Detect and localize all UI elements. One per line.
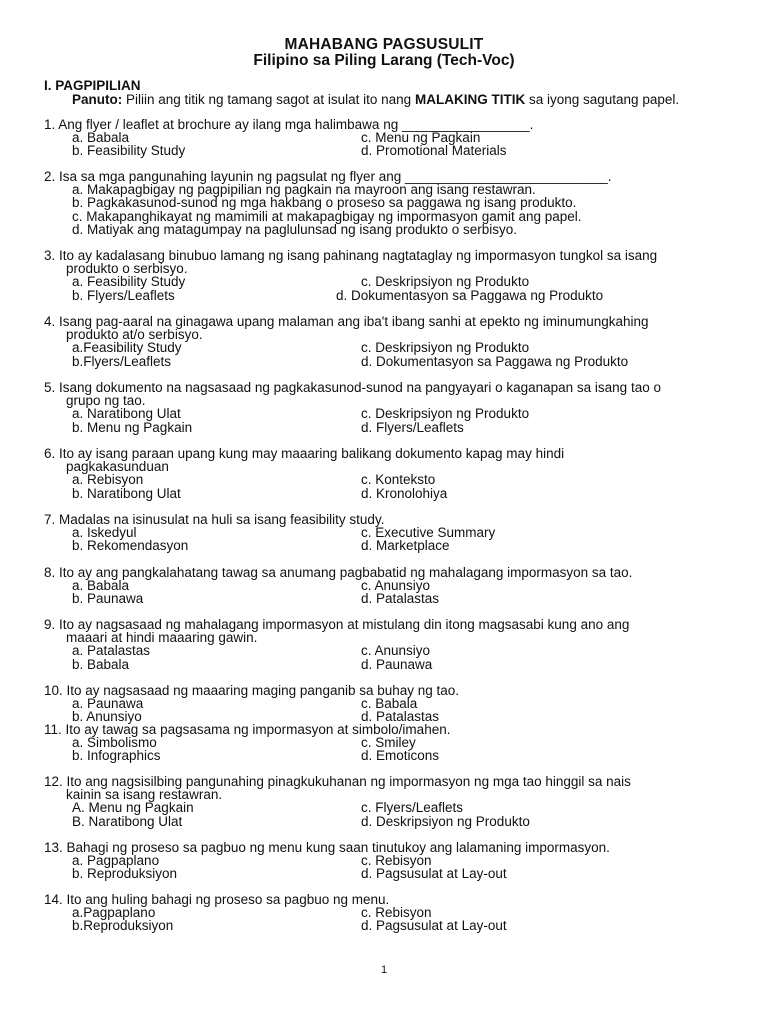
question-9-stem: 9. Ito ay nagsasaad ng mahalagang impormasyon at mistulang din itong magsasabi kung ano ang <box>44 617 630 632</box>
question-3-choice: a. Feasibility Study <box>72 274 186 290</box>
question-5-choice: d. Flyers/Leaflets <box>361 419 464 435</box>
question-7-choice: a. Iskedyul <box>72 525 137 541</box>
question-12-stem: kainin sa isang restawran. <box>66 787 223 803</box>
question-7-stem: 7. Madalas na isinusulat na huli sa isang feasibility study. <box>44 512 385 527</box>
question-7-choice: c. Executive Summary <box>361 525 496 541</box>
question-8-choice: c. Anunsiyo <box>361 578 431 594</box>
document-title: MAHABANG PAGSUSULIT <box>284 36 484 53</box>
question-6-choice: c. Konteksto <box>361 472 436 488</box>
question-7-choice: b. Rekomendasyon <box>72 538 189 554</box>
question-8-stem: 8. Ito ay ang pangkalahatang tawag sa anumang pagbabatid ng mahalagang impormasyon sa tao. <box>44 565 633 580</box>
question-13-choice: d. Pagsusulat at Lay-out <box>361 866 507 882</box>
question-2-stem: 2. Isa sa mga pangunahing layunin ng pagsulat ng flyer ang ___________________________. <box>44 169 612 184</box>
question-4-choice: c. Deskripsiyon ng Produkto <box>361 340 530 356</box>
question-12-choice: d. Deskripsiyon ng Produkto <box>361 813 530 829</box>
instruction-label: Panuto: <box>72 92 123 107</box>
question-2-choice: d. Matiyak ang matagumpay na paglulunsad ng isang produkto o serbisyo. <box>72 221 518 237</box>
question-8-choice: d. Patalastas <box>361 591 440 607</box>
question-7-choice: d. Marketplace <box>361 538 450 554</box>
question-8-choice: b. Paunawa <box>72 591 144 607</box>
question-5-choice: a. Naratibong Ulat <box>72 406 181 422</box>
question-5-choice: b. Menu ng Pagkain <box>72 419 193 435</box>
question-10-choice: c. Babala <box>361 696 418 712</box>
question-10-stem: 10. Ito ay nagsasaad ng maaaring maging panganib sa buhay ng tao. <box>44 683 460 698</box>
instruction-emphasis: MALAKING TITIK <box>414 92 526 107</box>
document-subtitle: Filipino sa Piling Larang (Tech-Voc) <box>253 52 515 69</box>
question-12-stem: 12. Ito ang nagsisilbing pangunahing pinagkukuhanan ng impormasyon ng mga tao hinggil sa nais <box>44 774 631 789</box>
question-13-choice: a. Pagpaplano <box>72 853 160 869</box>
question-6-stem: pagkakasunduan <box>66 459 169 475</box>
question-14-choice: d. Pagsusulat at Lay-out <box>361 918 507 934</box>
question-12-choice: c. Flyers/Leaflets <box>361 800 464 816</box>
question-6-stem: 6. Ito ay isang paraan upang kung may maaaring balikang dokumento kapag may hindi <box>44 446 565 461</box>
question-14-choice: b.Reproduksiyon <box>72 918 174 934</box>
question-4-stem: 4. Isang pag-aaral na ginagawa upang malaman ang iba't ibang sanhi at epekto ng iminumungkahing <box>44 314 649 329</box>
question-1-choice: a. Babala <box>72 130 130 146</box>
question-5-stem: 5. Isang dokumento na nagsasaad ng pagkakasunod-sunod na pangyayari o kaganapan sa isang tao o <box>44 380 661 395</box>
question-14-stem: 14. Ito ang huling bahagi ng proseso sa pagbuo ng menu. <box>44 892 390 907</box>
question-6-choice: a. Rebisyon <box>72 472 144 488</box>
question-2-choice: a. Makapagbigay ng pagpipilian ng pagkain na mayroon ang isang restawran. <box>72 182 536 198</box>
question-3-stem: 3. Ito ay kadalasang binubuo lamang ng isang pahinang nagtataglay ng impormasyon tungkol sa isang <box>44 248 658 263</box>
question-3-choice: d. Dokumentasyon sa Paggawa ng Produkto <box>336 287 604 303</box>
question-11-choice: c. Smiley <box>361 735 416 751</box>
question-5-choice: c. Deskripsiyon ng Produkto <box>361 406 530 422</box>
question-1-choice: c. Menu ng Pagkain <box>361 130 481 146</box>
question-1-stem: 1. Ang flyer / leaflet at brochure ay ilang mga halimbawa ng _________________. <box>44 117 534 132</box>
question-3-choice: b. Flyers/Leaflets <box>72 287 175 303</box>
question-14-choice: c. Rebisyon <box>361 905 432 921</box>
question-11-choice: b. Infographics <box>72 748 161 764</box>
question-13-stem: 13. Bahagi ng proseso sa pagbuo ng menu kung saan tinutukoy ang lalamaning impormasyon. <box>44 840 610 855</box>
question-9-stem: maaari at hindi maaaring gawin. <box>66 630 258 646</box>
question-1-choice: d. Promotional Materials <box>361 143 507 159</box>
question-12-choice: B. Naratibong Ulat <box>72 813 183 829</box>
question-4-stem: produkto at/o serbisyo. <box>66 327 203 343</box>
question-11-choice: a. Simbolismo <box>72 735 157 751</box>
question-13-choice: c. Rebisyon <box>361 853 432 869</box>
question-10-choice: a. Paunawa <box>72 696 144 712</box>
question-3-stem: produkto o serbisyo. <box>66 261 188 277</box>
question-9-choice: b. Babala <box>72 656 130 672</box>
question-6-choice: d. Kronolohiya <box>361 485 448 501</box>
question-3-choice: c. Deskripsiyon ng Produkto <box>361 274 530 290</box>
question-2-choice: b. Pagkakasunod-sunod ng mga hakbang o proseso sa paggawa ng isang produkto. <box>72 195 577 211</box>
question-9-choice: d. Paunawa <box>361 656 433 672</box>
question-2-choice: c. Makapanghikayat ng mamimili at makapagbigay ng impormasyon gamit ang papel. <box>72 208 582 224</box>
question-12-choice: A. Menu ng Pagkain <box>72 800 194 816</box>
page-number: 1 <box>380 964 388 976</box>
question-4-choice: a.Feasibility Study <box>72 340 182 356</box>
instruction-text-1: Piliin ang titik ng tamang sagot at isulat ito nang <box>126 92 412 107</box>
question-1-choice: b. Feasibility Study <box>72 143 186 159</box>
question-10-choice: d. Patalastas <box>361 709 440 725</box>
question-9-choice: a. Patalastas <box>72 643 151 659</box>
question-11-choice: d. Emoticons <box>361 748 440 764</box>
question-8-choice: a. Babala <box>72 578 130 594</box>
question-11-stem: 11. Ito ay tawag sa pagsasama ng impormasyon at simbolo/imahen. <box>44 722 451 737</box>
section-heading: I. PAGPIPILIAN <box>44 78 141 93</box>
question-5-stem: grupo ng tao. <box>66 393 146 409</box>
question-4-choice: d. Dokumentasyon sa Paggawa ng Produkto <box>361 353 629 369</box>
instruction-text-2: sa iyong sagutang papel. <box>528 92 680 107</box>
question-6-choice: b. Naratibong Ulat <box>72 485 181 501</box>
question-14-choice: a.Pagpaplano <box>72 905 156 921</box>
question-13-choice: b. Reproduksiyon <box>72 866 178 882</box>
question-4-choice: b.Flyers/Leaflets <box>72 353 172 369</box>
question-10-choice: b. Anunsiyo <box>72 709 142 725</box>
question-9-choice: c. Anunsiyo <box>361 643 431 659</box>
